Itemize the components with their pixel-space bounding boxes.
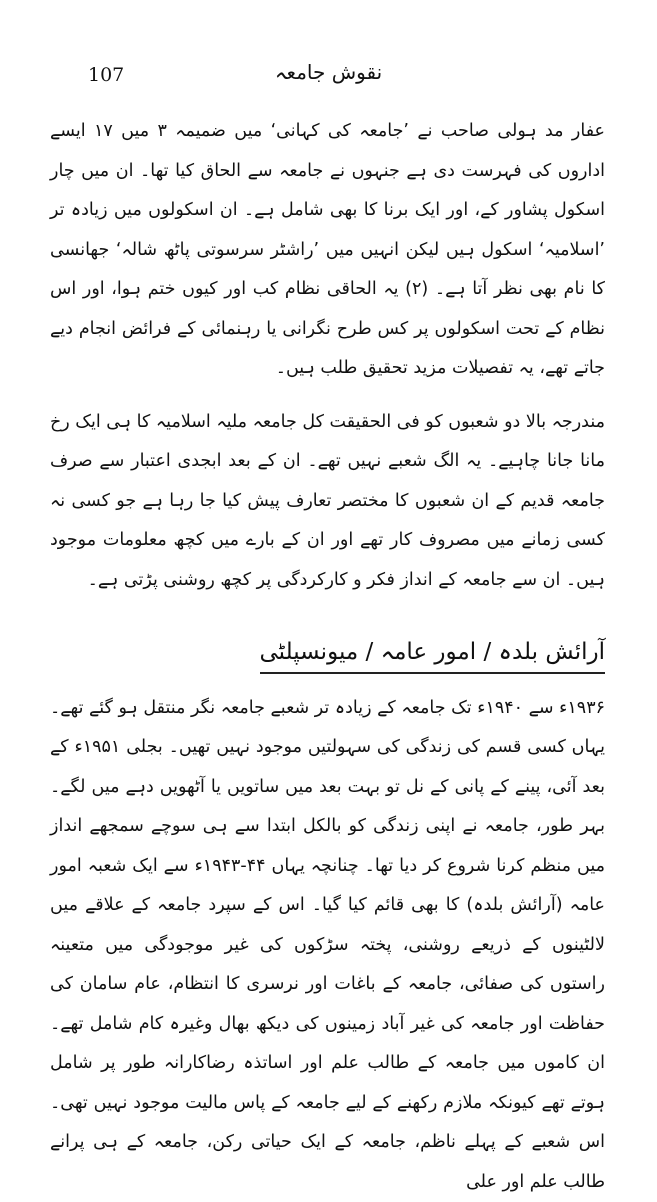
paragraph-1: عفار مد ہولی صاحب نے ’جامعہ کی کہانی‘ میں ضمیمہ ۳ میں ۱۷ ایسے اداروں کی فہرست دی ہے جنہوں نے جامعہ سے الحاق کیا تھا۔ ان میں چار اسکول پشاور کے، اور ایک برنا کا بھی شامل ہے۔ ان اسکولوں میں زیادہ تر ’اسلامیہ‘ اسکول ہیں لیکن انہیں میں ’راشٹر سرسوتی پاٹھ شالہ‘ جھانسی کا نام بھی نظر آتا ہے۔ (۲) یہ الحاقی نظام کب اور کیوں ختم ہوا، اور اس نظام کے تحت اسکولوں پر کس طرح نگرانی یا رہنمائی کے فرائض انجام دیے جاتے تھے، یہ تفصیلات مزید تحقیق طلب ہیں۔ xyxy=(50,112,605,389)
section-heading: آرائش بلدہ / امور عامہ / میونسپلٹی xyxy=(260,634,606,674)
running-head: نقوش جامعہ xyxy=(0,60,657,84)
section-heading-wrap xyxy=(50,634,605,675)
page-header xyxy=(0,58,657,98)
paragraph-2: مندرجہ بالا دو شعبوں کو فی الحقیقت کل جامعہ ملیہ اسلامیہ کا ہی ایک رخ مانا جانا چاہیے۔ یہ الگ شعبے نہیں تھے۔ ان کے بعد ابجدی اعتبار سے صرف جامعہ قدیم کے ان شعبوں کا مختصر تعارف پیش کیا جا رہا ہے جو کسی نہ کسی زمانے میں مصروف کار تھے اور ان کے بارے میں کچھ معلومات موجود ہیں۔ ان سے جامعہ کے انداز فکر و کارکردگی پر کچھ روشنی پڑتی ہے۔ xyxy=(50,403,605,601)
page-body xyxy=(50,112,605,1202)
page-number: 107 xyxy=(88,64,124,86)
section-paragraph: ۱۹۳۶ء سے ۱۹۴۰ء تک جامعہ کے زیادہ تر شعبے جامعہ نگر منتقل ہو گئے تھے۔ یہاں کسی قسم کی زندگی کی سہولتیں موجود نہیں تھیں۔ بجلی ۱۹۵۱ء کے بعد آئی، پینے کے پانی کے نل تو بہت بعد میں ساتویں یا آٹھویں دہے میں لگے۔ بہر طور، جامعہ نے اپنی زندگی کو بالکل ابتدا سے ہی سوچے سمجھے انداز میں منظم کرنا شروع کر دیا تھا۔ چنانچہ یہاں ۴۴-۱۹۴۳ء سے ایک شعبہ امور عامہ (آرائش بلدہ) کا بھی قائم کیا گیا۔ اس کے سپرد جامعہ کے علاقے میں لالٹینوں کے ذریعے روشنی، پختہ سڑکوں کی غیر موجودگی میں متعینہ راستوں کی صفائی، جامعہ کے باغات اور نرسری کا انتظام، عام سامان کی حفاظت اور جامعہ کی غیر آباد زمینوں کی دیکھ بھال وغیرہ کام شامل تھے۔ ان کاموں میں جامعہ کے طالب علم اور اساتذہ رضاکارانہ طور پر شامل ہوتے تھے کیونکہ ملازم رکھنے کے لیے جامعہ کے پاس مالیت موجود نہیں تھی۔ اس شعبے کے پہلے ناظم، جامعہ کے ایک حیاتی رکن، جامعہ کے ہی پرانے طالب علم اور علی xyxy=(50,689,605,1202)
